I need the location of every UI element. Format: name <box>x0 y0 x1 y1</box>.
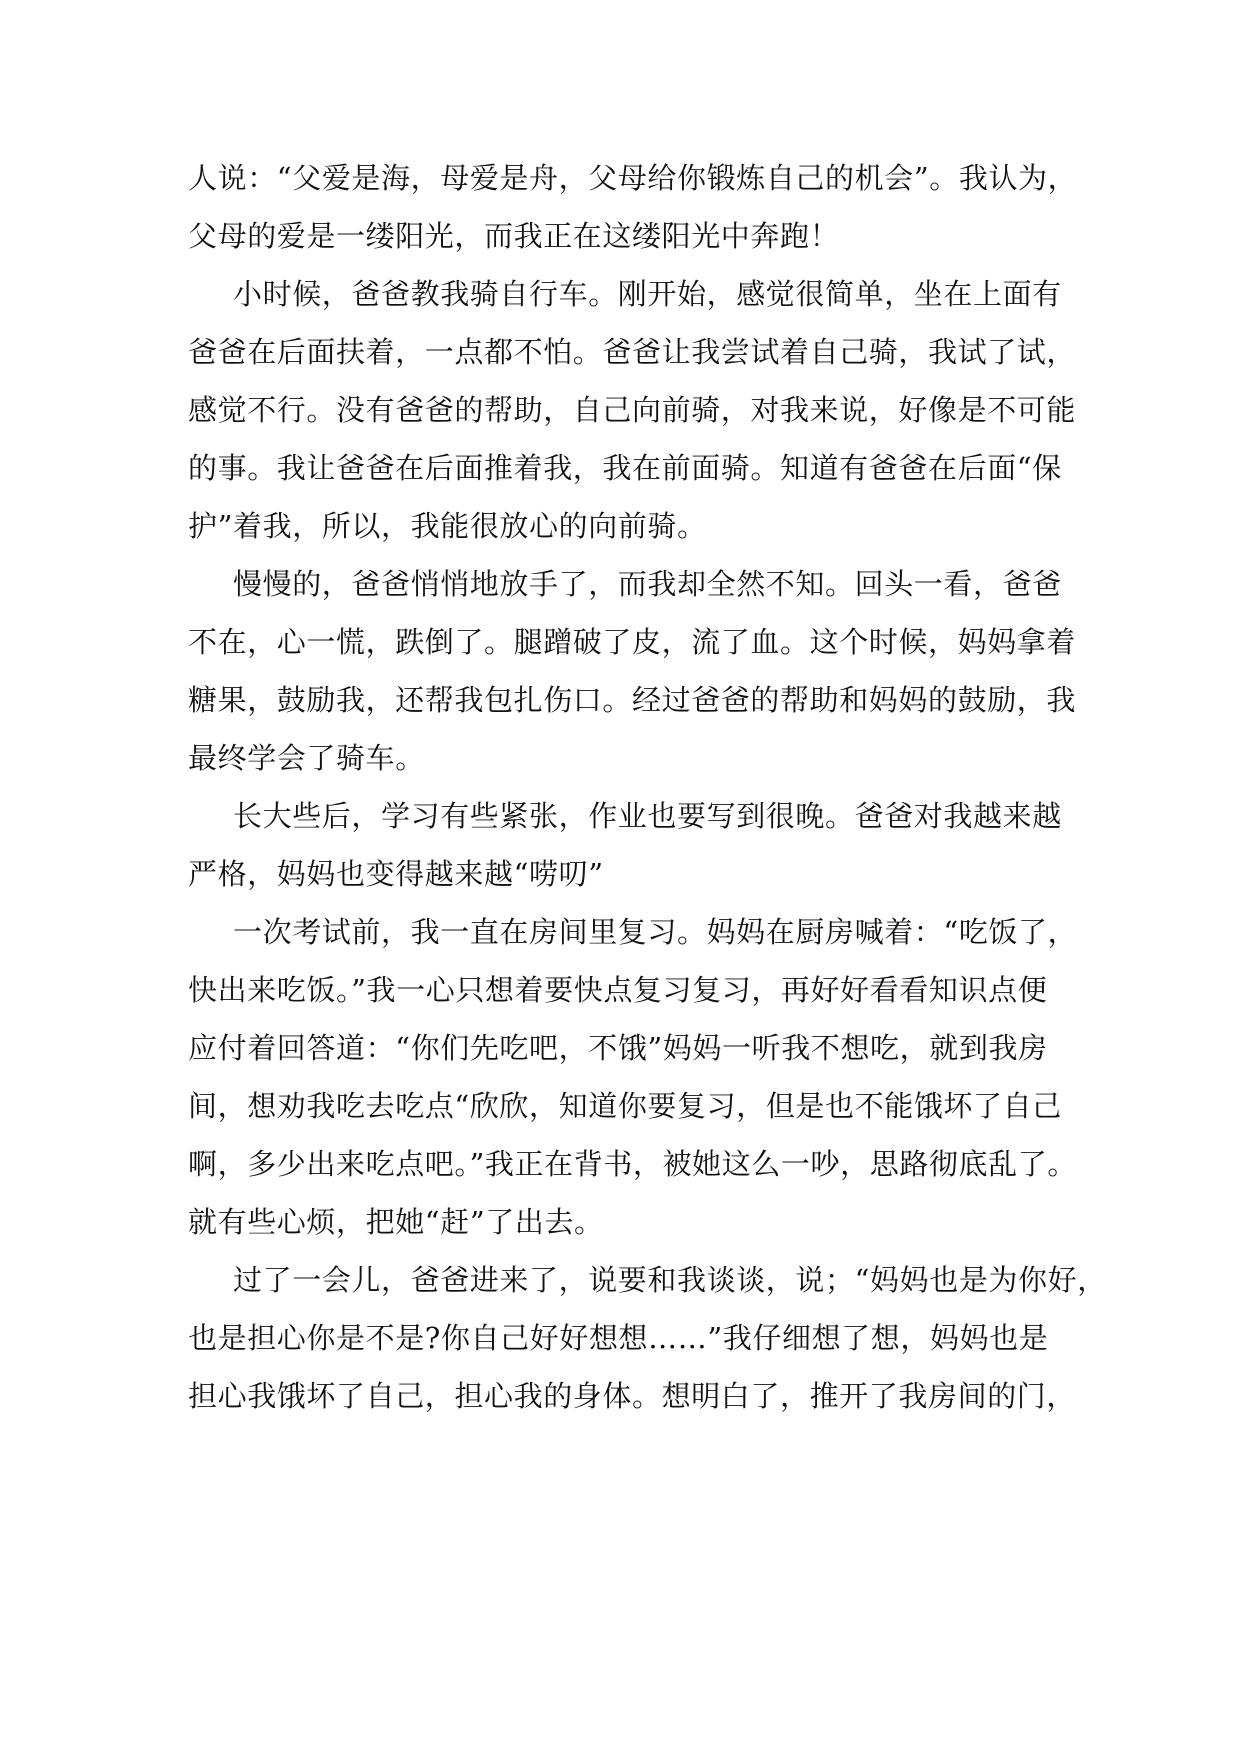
text-line: 严格，妈妈也变得越来越“唠叨” <box>188 857 604 891</box>
text-line: 人说：“父爱是海，母爱是舟，父母给你锻炼自己的机会”。我认为， <box>188 161 1078 195</box>
text-line: 糖果，鼓励我，还帮我包扎伤口。经过爸爸的帮助和妈妈的鼓励，我 <box>188 683 1077 717</box>
text-line: 长大些后，学习有些紧张，作业也要写到很晚。爸爸对我越来越 <box>233 799 1062 833</box>
text-line: 担心我饿坏了自己，担心我的身体。想明白了，推开了我房间的门， <box>188 1379 1077 1413</box>
text-line: 最终学会了骑车。 <box>188 741 425 775</box>
text-line: 啊，多少出来吃点吧。”我正在背书，被她这么一吵，思路彻底乱了。 <box>188 1147 1077 1181</box>
text-line: 小时候，爸爸教我骑自行车。刚开始，感觉很简单，坐在上面有 <box>233 277 1062 311</box>
text-line: 爸爸在后面扶着，一点都不怕。爸爸让我尝试着自己骑，我试了试， <box>188 335 1077 369</box>
text-line: 慢慢的，爸爸悄悄地放手了，而我却全然不知。回头一看，爸爸 <box>233 567 1062 601</box>
text-line: 的事。我让爸爸在后面推着我，我在前面骑。知道有爸爸在后面“保 <box>188 451 1062 485</box>
text-line: 父母的爱是一缕阳光，而我正在这缕阳光中奔跑！ <box>188 219 840 253</box>
text-line: 感觉不行。没有爸爸的帮助，自己向前骑，对我来说，好像是不可能 <box>188 393 1077 427</box>
text-line: 一次考试前，我一直在房间里复习。妈妈在厨房喊着：“吃饭了， <box>233 915 1078 949</box>
text-line: 应付着回答道：“你们先吃吧，不饿”妈妈一听我不想吃，就到我房 <box>188 1031 1048 1065</box>
text-line: 间，想劝我吃去吃点“欣欣，知道你要复习，但是也不能饿坏了自己 <box>188 1089 1062 1123</box>
text-line: 不在，心一慌，跌倒了。腿蹭破了皮，流了血。这个时候，妈妈拿着 <box>188 625 1077 659</box>
text-line: 快出来吃饭。”我一心只想着要快点复习复习，再好好看看知识点便 <box>188 973 1048 1007</box>
text-line: 过了一会儿，爸爸进来了，说要和我谈谈，说；“妈妈也是为你好， <box>233 1263 1107 1297</box>
text-line: 就有些心烦，把她“赶”了出去。 <box>188 1205 604 1239</box>
text-line: 也是担心你是不是?你自己好好想想……”我仔细想了想，妈妈也是 <box>188 1321 1049 1355</box>
text-line: 护”着我，所以，我能很放心的向前骑。 <box>188 509 707 543</box>
